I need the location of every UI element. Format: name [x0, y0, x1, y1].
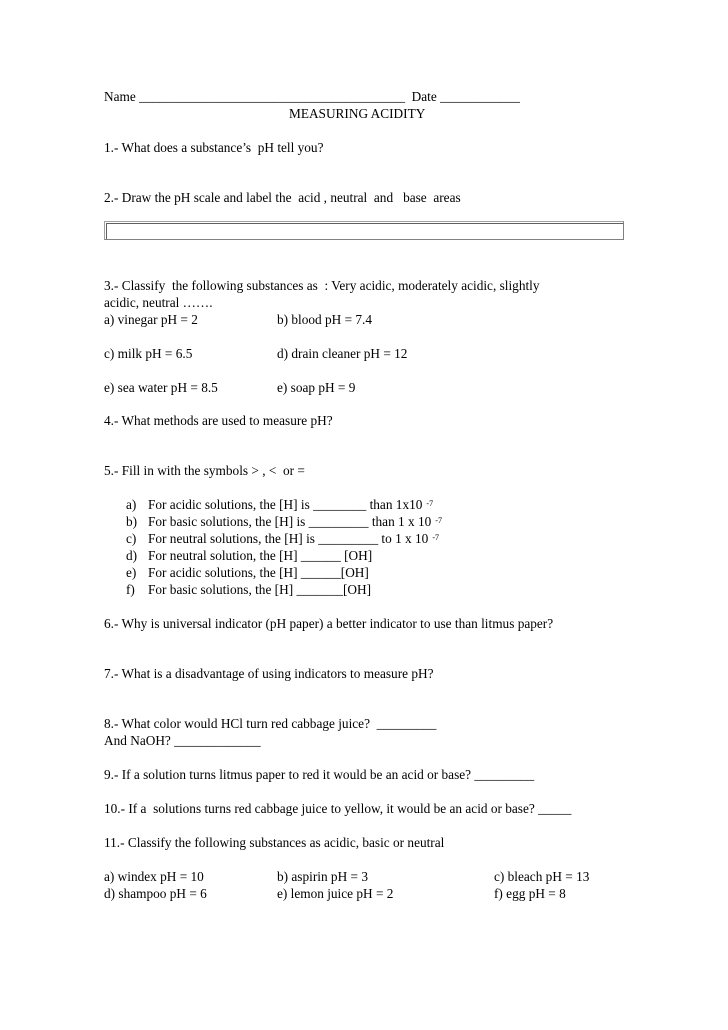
q11-item-c: c) bleach pH = 13: [494, 869, 590, 884]
question-1: 1.- What does a substance’s pH tell you?: [104, 140, 324, 155]
question-8-line-1: 8.- What color would HCl turn red cabbage juice? _________: [104, 716, 437, 731]
q11-item-d: d) shampoo pH = 6: [104, 886, 207, 901]
ph-scale-drawing-box[interactable]: [104, 221, 624, 240]
question-4: 4.- What methods are used to measure pH?: [104, 413, 333, 428]
q5-item-e: [126, 565, 369, 581]
q3-item-d: d) drain cleaner pH = 12: [277, 346, 408, 361]
question-8-line-2: And NaOH? _____________: [104, 733, 261, 748]
list-text: For basic solutions, the [H] is _________ than 1 x 10: [148, 514, 432, 529]
list-text: For basic solutions, the [H] _______[OH]: [148, 582, 372, 597]
list-text: For neutral solutions, the [H] is _________ to 1 x 10: [148, 531, 429, 546]
list-marker: c): [126, 531, 137, 546]
q3-item-e: e) sea water pH = 8.5: [104, 380, 218, 395]
list-marker: a): [126, 497, 137, 512]
q3-item-c: c) milk pH = 6.5: [104, 346, 193, 361]
question-2: 2.- Draw the pH scale and label the acid , neutral and base areas: [104, 190, 461, 205]
q5-item-d: [126, 548, 372, 564]
q5-item-b: [126, 514, 442, 532]
q11-item-f: f) egg pH = 8: [494, 886, 566, 901]
exponent: -7: [426, 499, 434, 508]
exponent: -7: [435, 516, 442, 525]
list-marker: f): [126, 582, 135, 597]
page-title: MEASURING ACIDITY: [289, 106, 426, 121]
q11-item-a: a) windex pH = 10: [104, 869, 204, 884]
question-5: 5.- Fill in with the symbols > , < or =: [104, 463, 305, 478]
list-marker: b): [126, 514, 138, 529]
question-11: 11.- Classify the following substances as acidic, basic or neutral: [104, 835, 445, 850]
name-date-line: Name ________________________________________ Date ____________: [104, 89, 520, 104]
q11-item-b: b) aspirin pH = 3: [277, 869, 368, 884]
list-text: For acidic solutions, the [H] ______[OH]: [148, 565, 369, 580]
question-7: 7.- What is a disadvantage of using indicators to measure pH?: [104, 666, 434, 681]
q5-item-a: [126, 497, 433, 515]
question-10: 10.- If a solutions turns red cabbage juice to yellow, it would be an acid or base? _____: [104, 801, 572, 816]
exponent: -7: [432, 533, 439, 542]
question-3-line-1: 3.- Classify the following substances as : Very acidic, moderately acidic, slightly: [104, 278, 540, 293]
q3-item-a: a) vinegar pH = 2: [104, 312, 198, 327]
list-marker: e): [126, 565, 137, 580]
q11-item-e: e) lemon juice pH = 2: [277, 886, 394, 901]
list-text: For acidic solutions, the [H] is ________ than 1x10: [148, 497, 423, 512]
q3-item-b: b) blood pH = 7.4: [277, 312, 373, 327]
q3-item-e2: e) soap pH = 9: [277, 380, 356, 395]
list-marker: d): [126, 548, 138, 563]
q5-item-f: [126, 582, 371, 598]
list-text: For neutral solution, the [H] ______ [OH]: [148, 548, 373, 563]
q5-item-c: [126, 531, 439, 549]
question-6: 6.- Why is universal indicator (pH paper) a better indicator to use than litmus paper?: [104, 616, 554, 631]
question-3-line-2: acidic, neutral …….: [104, 295, 213, 310]
question-9: 9.- If a solution turns litmus paper to red it would be an acid or base? _________: [104, 767, 535, 782]
